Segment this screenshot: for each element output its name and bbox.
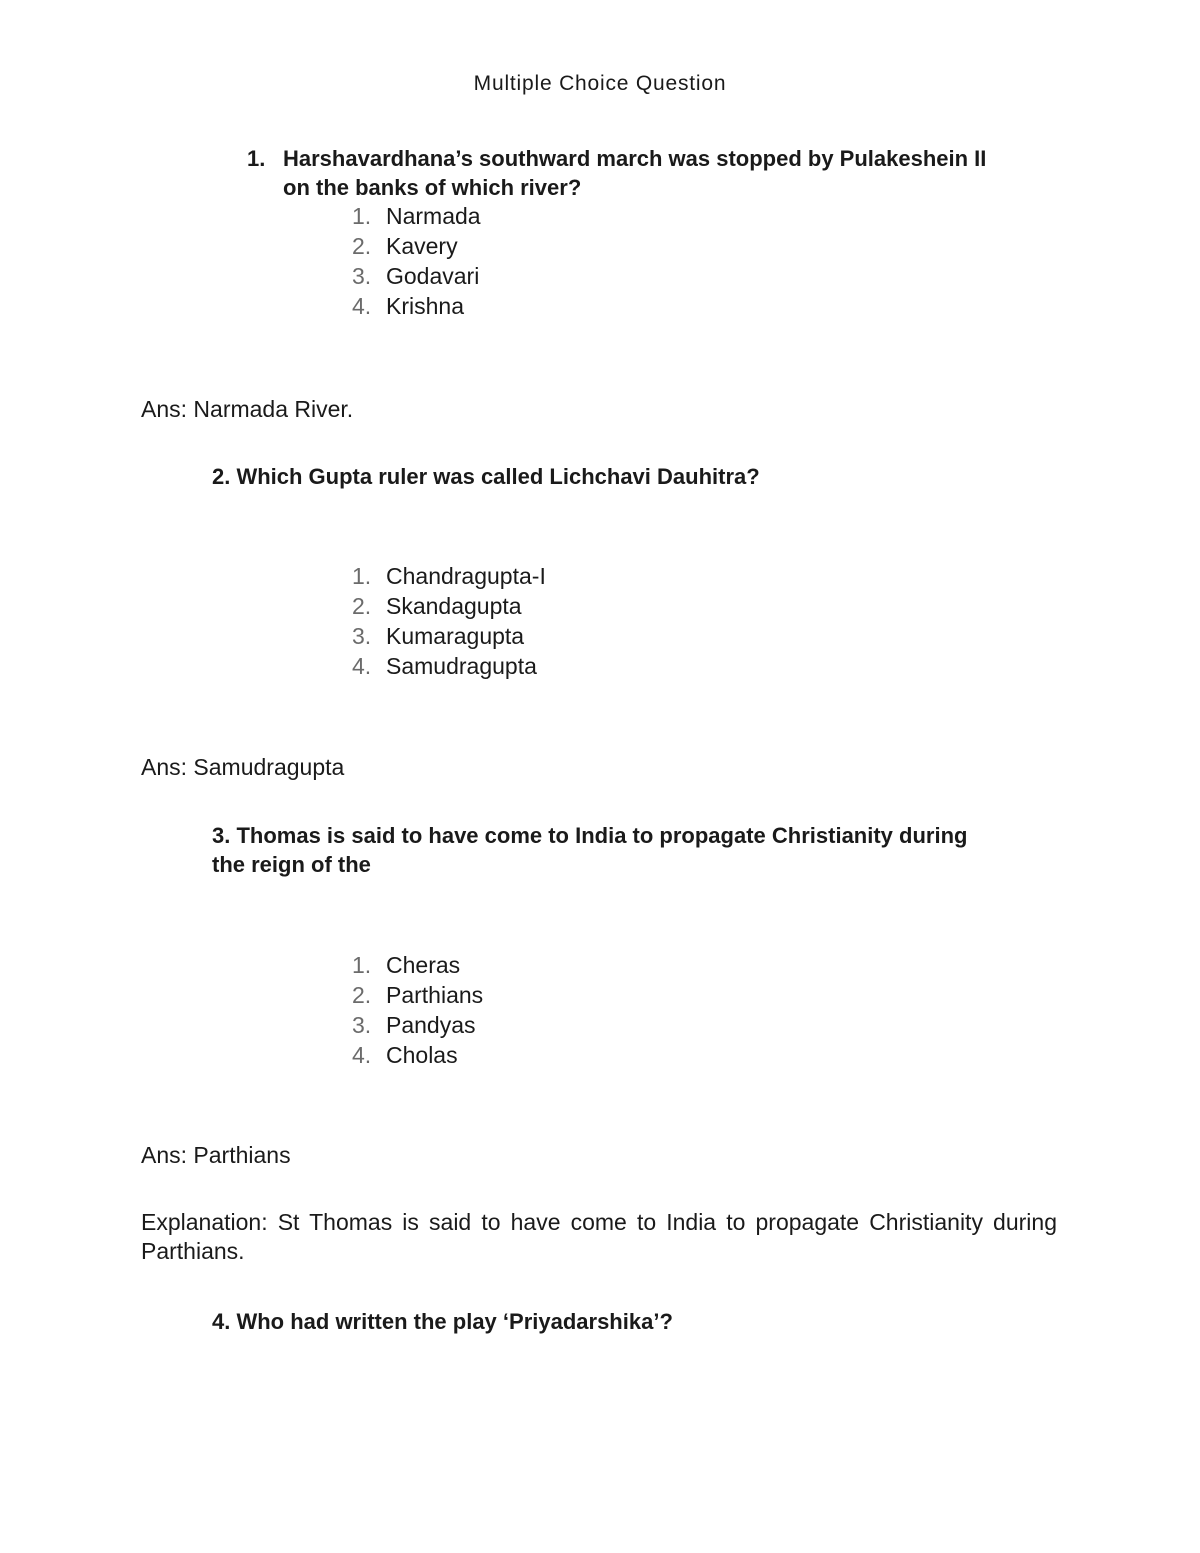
explanation-3: Explanation: St Thomas is said to have come to India to propagate Christianity during Parthians. xyxy=(141,1209,1057,1264)
question-1-option: 1. Narmada xyxy=(352,203,481,229)
answer-2: Ans: Samudragupta xyxy=(141,754,345,780)
answer-3: Ans: Parthians xyxy=(141,1142,291,1168)
question-3-option: 4. Cholas xyxy=(352,1042,458,1068)
question-2-option: 4. Samudragupta xyxy=(352,653,537,679)
answer-1: Ans: Narmada River. xyxy=(141,396,354,422)
question-3-text-line1: 3. Thomas is said to have come to India to propagate Christianity during xyxy=(212,823,968,848)
question-3-option: 1. Cheras xyxy=(352,952,461,978)
question-2-text: 2. Which Gupta ruler was called Lichchavi Dauhitra? xyxy=(212,464,760,489)
question-2-option: 1. Chandragupta-I xyxy=(352,563,546,589)
question-3-option: 3. Pandyas xyxy=(352,1012,476,1038)
question-1-text-line2: on the banks of which river? xyxy=(283,175,582,200)
question-1-option: 4. Krishna xyxy=(352,293,464,319)
question-2-option: 3. Kumaragupta xyxy=(352,623,525,649)
question-4-text: 4. Who had written the play ‘Priyadarshika’? xyxy=(212,1309,673,1334)
question-1-option: 2. Kavery xyxy=(352,233,458,259)
question-3-text-line2: the reign of the xyxy=(212,852,371,877)
question-1-text-line1: Harshavardhana’s southward march was stopped by Pulakeshein II xyxy=(283,146,987,171)
page-title: Multiple Choice Question xyxy=(473,72,727,95)
question-2-option: 2. Skandagupta xyxy=(352,593,522,619)
question-1-number: 1. xyxy=(247,146,266,171)
question-1-option: 3. Godavari xyxy=(352,263,480,289)
question-3-option: 2. Parthians xyxy=(352,982,484,1008)
